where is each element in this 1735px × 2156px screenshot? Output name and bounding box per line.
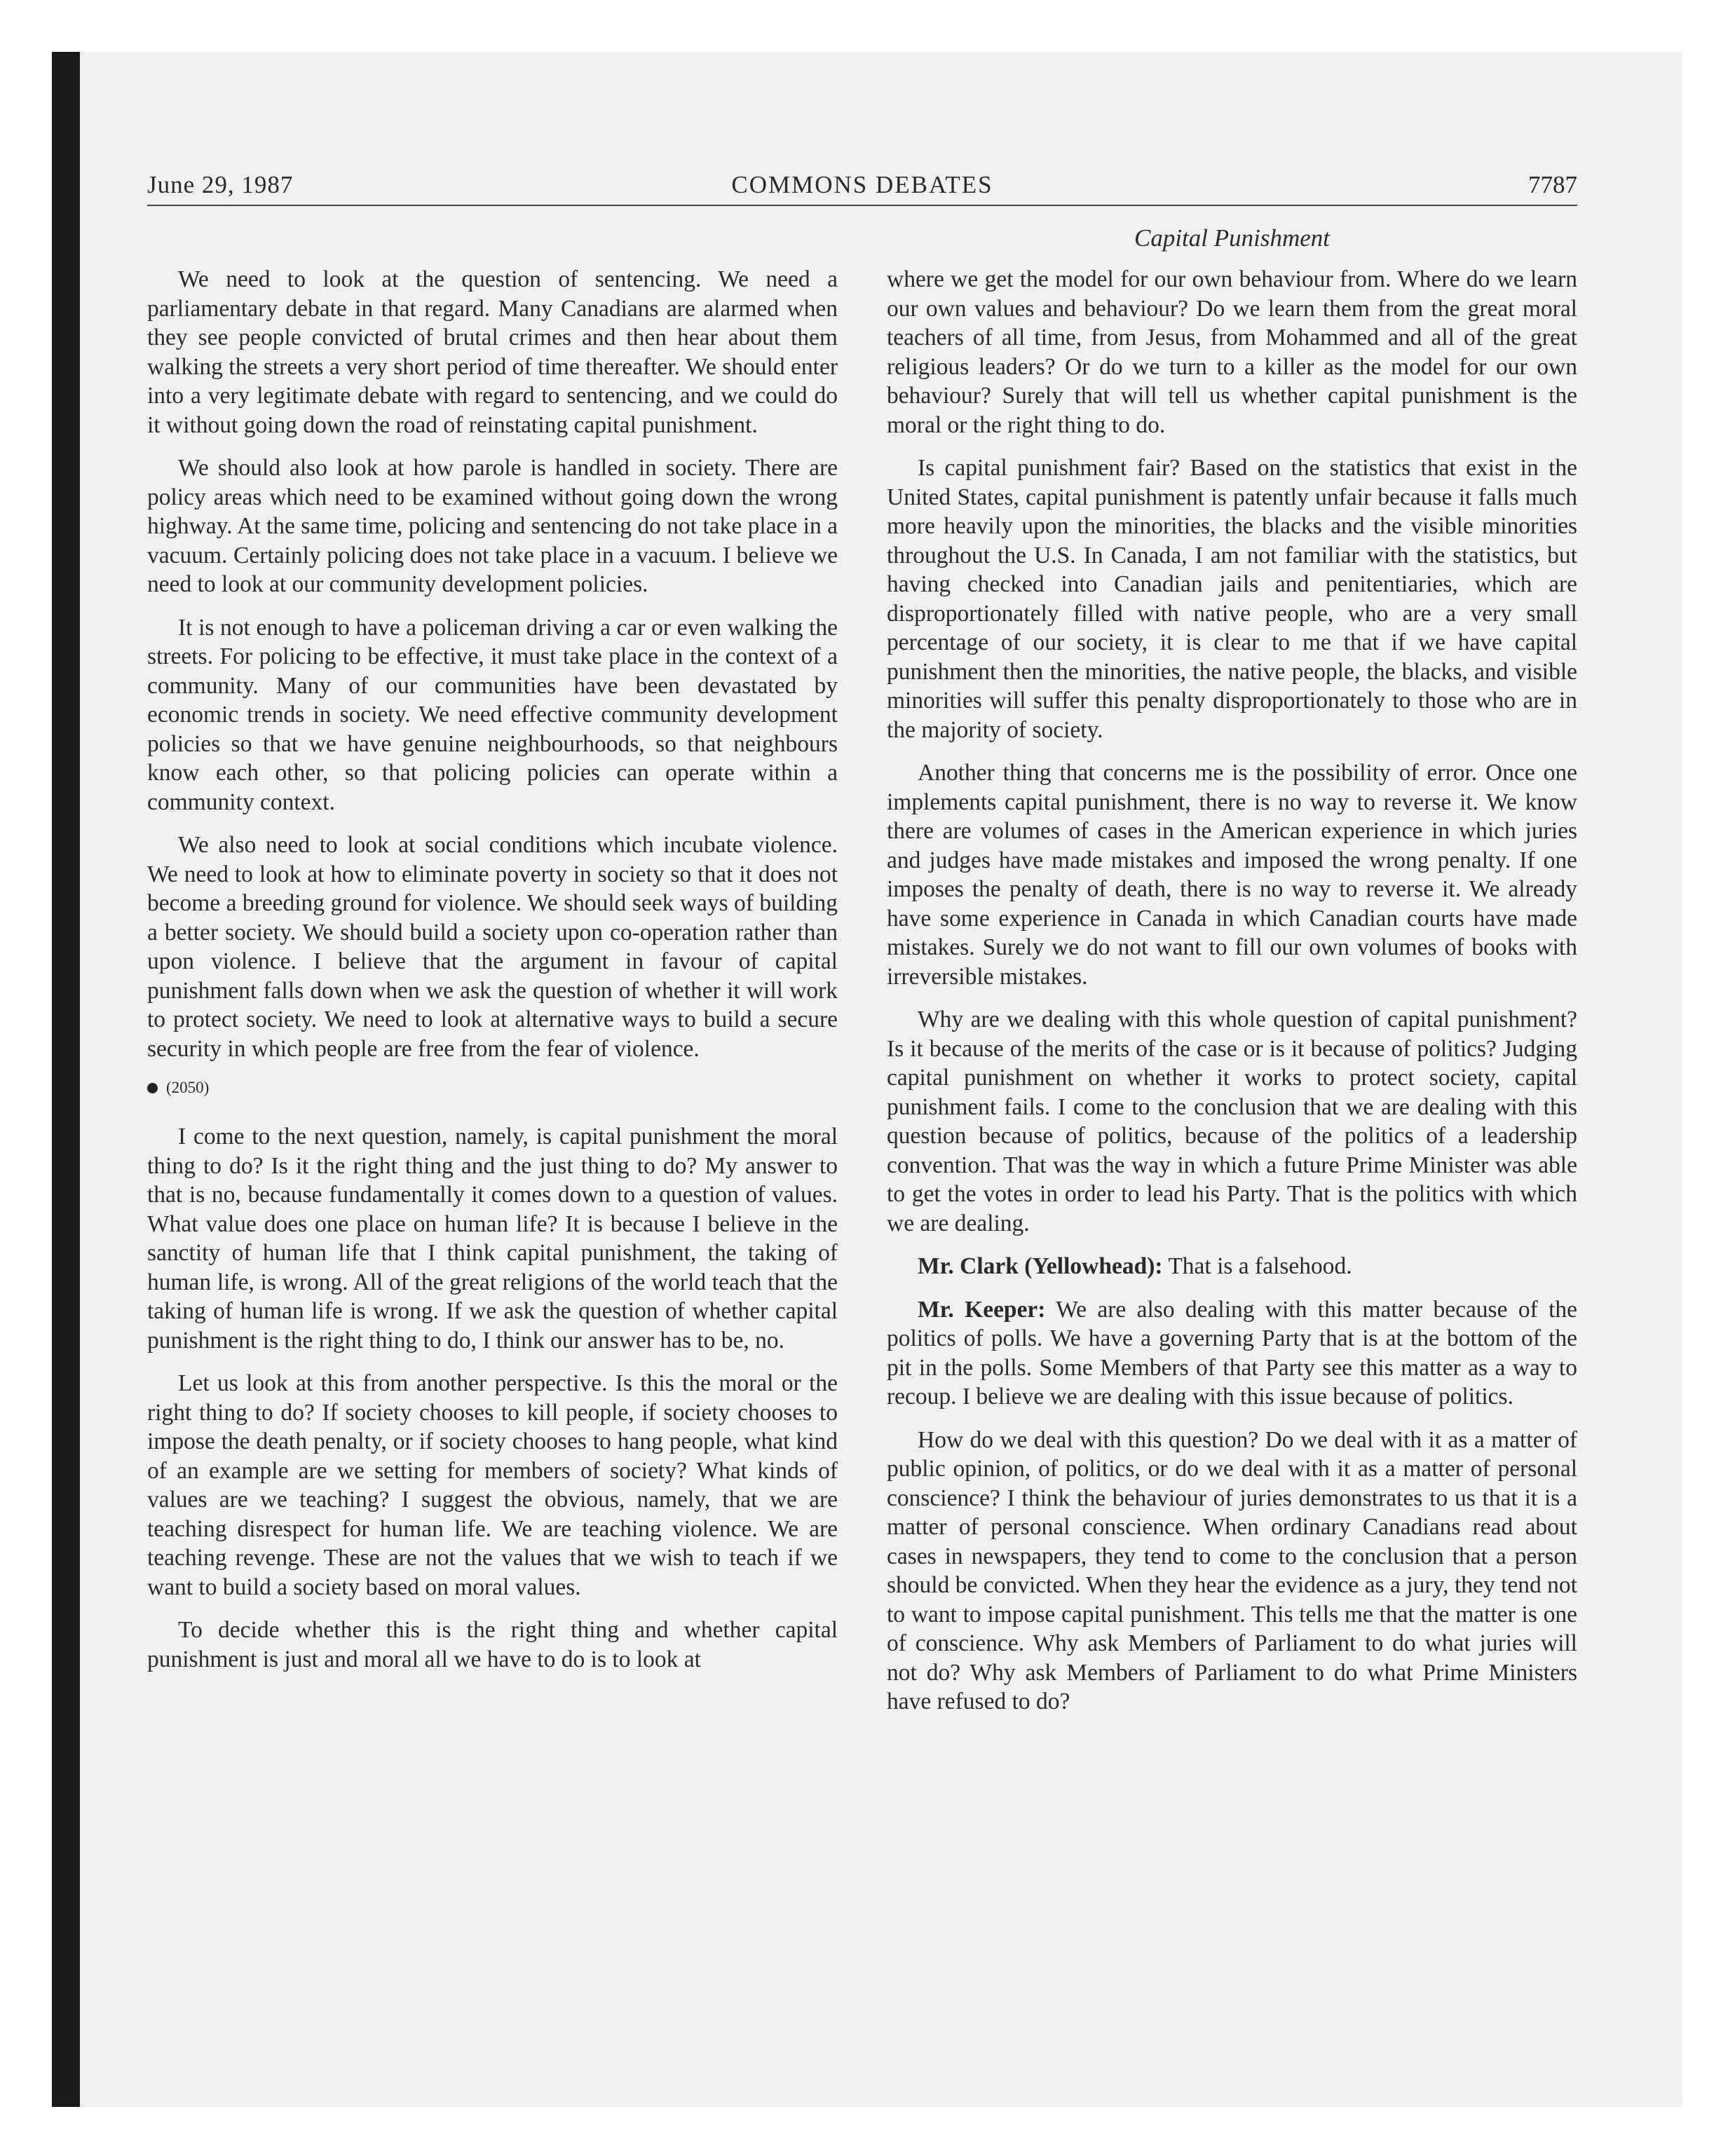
speech-text: That is a falsehood. (1168, 1253, 1352, 1279)
timestamp-text: (2050) (166, 1079, 210, 1096)
speaker-name: Mr. Keeper: (918, 1296, 1046, 1323)
paragraph: We should also look at how parole is handled in society. There are policy areas which need to be examined without going down the wrong highway. At the same time, policing and sentencing do not take place in a vacuum. Certainly policing does not take place in a vacuum. I believe we need to look at our community development policies. (147, 455, 838, 597)
speech-text: We are also dealing with this matter because of the politics of polls. We have a governing Party that is at the bottom of the pit in the polls. Some Members of that Party see this matter as a way to recoup. I believe we are dealing with this issue because of politics. (887, 1296, 1577, 1410)
time-marker (147, 1077, 838, 1098)
paragraph: It is not enough to have a policeman driving a car or even walking the streets. For policing to be effective, it must take place in the context of a community. Many of our communities have been devastated by economic trends in society. We need effective community development policies so that we have genuine neighbourhoods, so that neighbours know each other, so that policing policies can operate within a community context. (147, 614, 838, 815)
bullet-icon (147, 1083, 158, 1093)
paragraph: We need to look at the question of sentencing. We need a parliamentary debate in that regard. Many Canadians are alarmed when they see people convicted of brutal crimes and then hear about them walking the streets a very short period of time thereafter. We should enter into a very legitimate debate with regard to sentencing, and we could do it without going down the road of reinstating capital punishment. (147, 266, 838, 438)
paragraph-continued: where we get the model for our own behaviour from. Where do we learn our own values and behaviour? Do we learn them from the great moral teachers of all time, from Jesus, from Mohammed and all of the great religious leaders? Or do we turn to a killer as the model for our own behaviour? Surely that will tell us whether capital punishment is the moral or the right thing to do. (887, 266, 1577, 438)
paragraph: I come to the next question, namely, is capital punishment the moral thing to do? Is it the right thing and the just thing to do? My answer to that is no, because fundamentally it comes down to a question of values. What value does one place on human life? It is because I believe in the sanctity of human life that I think capital punishment, the taking of human life, is wrong. All of the great religions of the world teach that the taking of human life is wrong. If we ask the question of whether capital punishment is the right thing to do, I think our answer has to be, no. (147, 1124, 838, 1353)
header-page-number: 7787 (1528, 171, 1577, 198)
header-title: COMMONS DEBATES (731, 171, 993, 198)
speaker-name: Mr. Clark (Yellowhead): (918, 1253, 1163, 1279)
header-date: June 29, 1987 (147, 171, 294, 198)
right-column (887, 265, 1577, 1731)
paragraph: Is capital punishment fair? Based on the statistics that exist in the United States, capital punishment is patently unfair because it falls much more heavily upon the minorities, the blacks and the visible minorities throughout the U.S. In Canada, I am not familiar with the statistics, but having checked into Canadian jails and penitentiaries, which are disproportionately filled with native people, who are a very small percentage of our society, it is clear to me that if we have capital punishment then the minorities, the native people, the blacks, and visible minorities will suffer this penalty disproportionately to those who are in the majority of society. (887, 455, 1577, 743)
paragraph: How do we deal with this question? Do we deal with it as a matter of public opinion, of politics, or do we deal with it as a matter of personal conscience? I think the behaviour of juries demonstrates to us that it is a matter of personal conscience. When ordinary Canadians read about cases in newspapers, they tend to come to the conclusion that a person should be convicted. When they hear the evidence as a jury, they tend not to want to impose capital punishment. This tells me that the matter is one of conscience. Why ask Members of Parliament to do what juries will not do? Why ask Members of Parliament to do what Prime Ministers have refused to do? (887, 1426, 1577, 1714)
page-header (147, 167, 1577, 203)
scan-edge-bar (52, 52, 80, 2107)
paragraph: Let us look at this from another perspective. Is this the moral or the right thing to do? If society chooses to kill people, if society chooses to impose the death penalty, or if society chooses to hang people, what kind of an example are we setting for members of society? What kinds of values are we teaching? I suggest the obvious, namely, that we are teaching disrespect for human life. We are teaching violence. We are teaching revenge. These are not the values that we wish to teach if we want to build a society based on moral values. (147, 1370, 838, 1600)
paragraph: To decide whether this is the right thing and whether capital punishment is just and moral all we have to do is to look at (147, 1617, 838, 1672)
paragraph: We also need to look at social conditions which incubate violence. We need to look at how to eliminate poverty in society so that it does not become a breeding ground for violence. We should seek ways of building a better society. We should build a society upon co-operation rather than upon violence. I believe that the argument in favour of capital punishment falls down when we ask the question of whether it will work to protect society. We need to look at alternative ways to build a secure security in which people are free from the fear of violence. (147, 832, 838, 1062)
paragraph: Why are we dealing with this whole question of capital punishment? Is it because of the merits of the case or is it because of politics? Judging capital punishment on whether it works to protect society, capital punishment fails. I come to the conclusion that we are dealing with this question because of politics, because of the politics of a leadership convention. That was the way in which a future Prime Minister was able to get the votes in order to lead his Party. That is the politics with which we are dealing. (887, 1007, 1577, 1236)
left-column (147, 265, 838, 1688)
subject-heading: Capital Punishment (1134, 224, 1331, 252)
speaker-paragraph (887, 1252, 1577, 1281)
header-rule (147, 205, 1577, 206)
speaker-paragraph (887, 1295, 1577, 1412)
paragraph: Another thing that concerns me is the possibility of error. Once one implements capital punishment, there is no way to reverse it. We know there are volumes of cases in the American experience in which juries and judges have made mistakes and imposed the wrong penalty. If one imposes the penalty of death, there is no way to reverse it. We already have some experience in Canada in which Canadian courts have made mistakes. Surely we do not want to fill our own volumes of books with irreversible mistakes. (887, 760, 1577, 990)
